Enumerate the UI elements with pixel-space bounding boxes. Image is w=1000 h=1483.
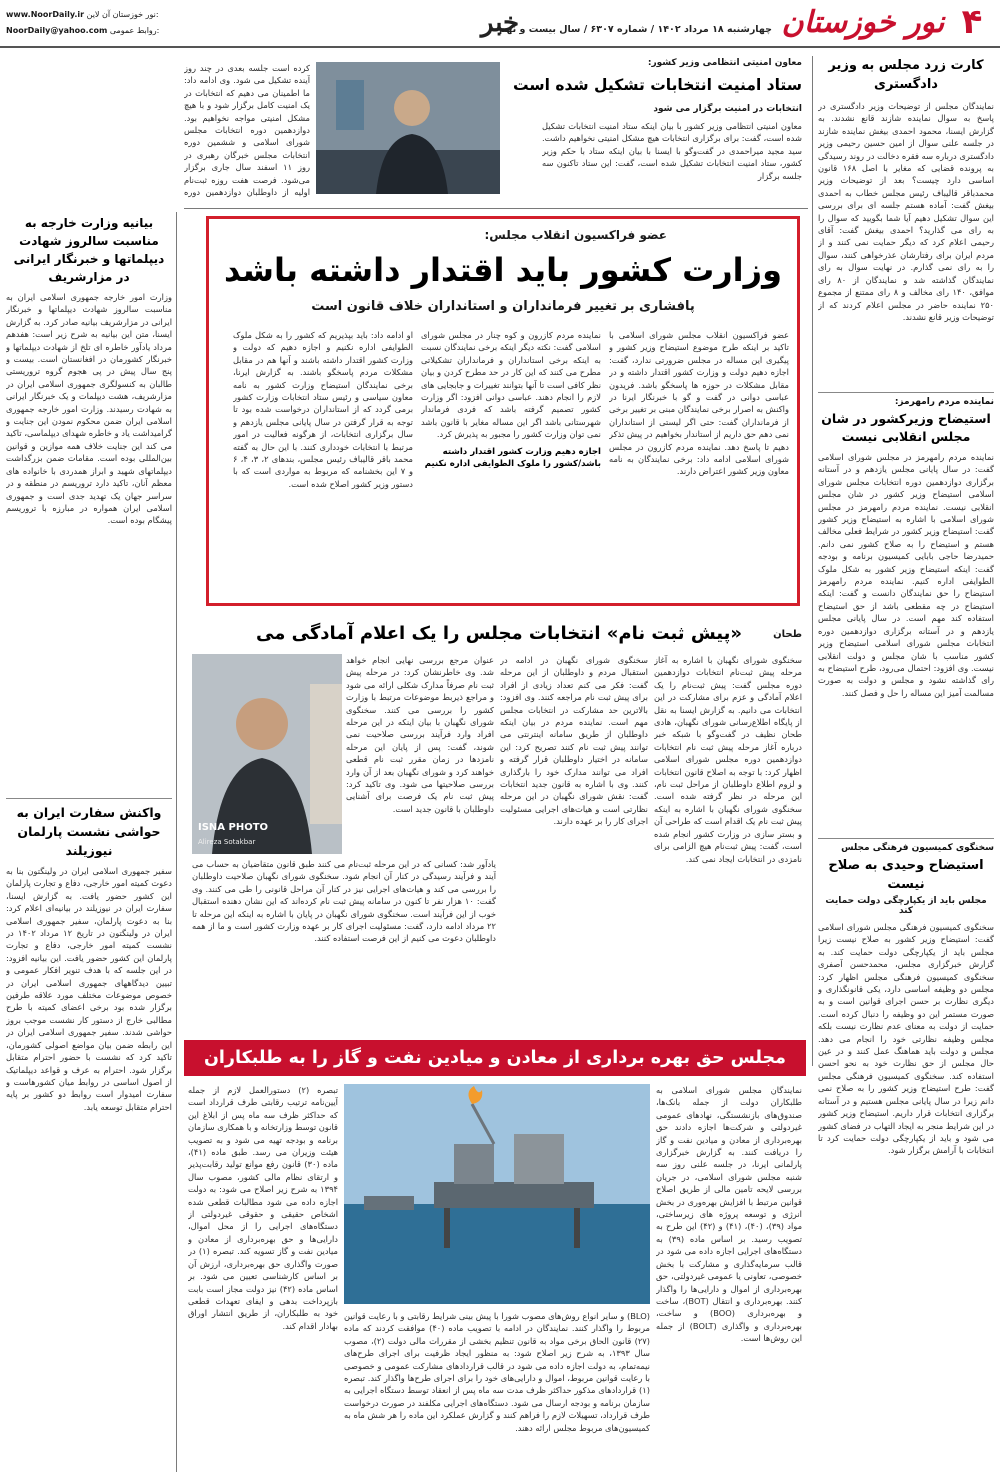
story-feature-kicker: عضو فراکسیون انقلاب مجلس: [484,228,667,242]
story-security-body-right: معاون امنیتی انتظامی وزیر کشور با بیان اینکه ستاد امنیت انتخابات تشکیل شده است، گفت: برای برگزاری انتخابات هیچ مشکل امنیتی نخواهیم داشت. سید مجید میراحمدی در گفت‌وگو با ایسنا با بیان اینکه ستاد با حکم وزیر کشور، ستاد امنیت انتخابات تشکیل شده است، گفت: این ستاد تاکنون سه جلسه برگزار [542,121,802,181]
story-oil-banner [184,1040,806,1076]
divider-under-security [184,208,808,209]
story-impeach [818,838,994,1438]
story-security-subhead: انتخابات در امنیت برگزار می شود [653,104,802,114]
nazif-photo [192,654,342,854]
story-oil-col2: تبصره (۲) دستورالعمل لازم از جمله آیین‌نامه ترتیب رقابتی طرف قرارداد است که حداکثر ظرف سه ماه پس از ابلاغ این قانون توسط وزارتخانه و با همکاری سازمان برنامه و بودجه تهیه می شود و به تصویب هیئت وزیران می رسد. طبق ماده (۴۱)، ماده (۳۰) قانون رفع موانع تولید رقابت‌پذیر و ارتقای نظام مالی کشور، مصوب سال ۱۳۹۴ به شرح زیر اصلاح می شود: به دولت اجازه داده می شود مطالبات قطعی شده اشخاص حقیقی و حقوقی غیردولتی از دستگاه‌های اجرایی را از محل اموال، دارایی‌ها و حق بهره‌برداری از معادن و میادین نفت و گاز تسویه کند. تبصره (۱) در صورت واگذاری حق بهره‌برداری، ارزش آن بر اساس کارشناسی تعیین می شود. بر اساس ماده (۴۲) نیز دولت مجاز است بابت بازپرداخت بدهی و ایفای تعهدات قطعی خود به طلبکاران، از طریق انتشار اوراق بهادار اقدام کند. [188,1085,338,1331]
story-embassy-statement-headline: بیانیه وزارت خارجه به مناسبت سالروز شهادت دیپلماتها و خبرنگار ایرانی در مزارشریف [13,216,165,284]
story-embassy-reaction-headline: واکنش سفارت ایران به حواشی نشست پارلمان نیوزیلند [16,805,162,858]
story-embassy-reaction [6,798,172,1468]
email-label-fa: روابط عمومی: [109,26,160,35]
story-impeach-body: سخنگوی کمیسیون فرهنگی مجلس شورای اسلامی گفت: استیضاح وزیر کشور به صلاح نیست زیرا مجلس باید از یکپارچگی دولت حمایت کند. به گزارش خبرگزاری مجلس، محمدحسن آصفری سخنگوی کمیسیون فرهنگی مجلس اظهار کرد: مجلس دو وظیفه اساسی دارد، یکی قانونگذاری و دیگری نظارت بر حسن اجرای قوانین است و به صورت مستمر این دو وظیفه را دنبال کرده است. حمایت از دولت به معنای عدم نظارت نیست بلکه مجلس وظیفه نظارتی خود را انجام می دهد. مجلس و دولت باید هماهنگ عمل کنند و در عین حال مجلس از حق نظارت خود به نحو احسن استفاده کند. سخنگوی کمیسیون فرهنگی مجلس گفت: طرح استیضاح وزیر کشور را به صلاح نمی دانم زیرا در سال پایانی مجلس هستیم و در آستانه برگزاری انتخابات قرار داریم. استیضاح وزیر کشور در این شرایط منجر به ایجاد التهاب در فضای کشور می شود و باید از یکپارچگی دولت حمایت کرد تا انتخابات با آرامش برگزار شود. [818,922,994,1156]
story-karat [818,56,994,386]
story-impeach-headline: استیضاح وحیدی به صلاح نیست [828,858,984,892]
story-security-kicker: معاون امنیتی انتظامی وزیر کشور: [647,58,802,68]
story-feature-headline: وزارت کشور باید اقتدار داشته باشد [224,251,782,289]
column-divider-right [812,56,813,1066]
story-feature-col2-wrap [421,329,601,599]
story-oil-col1: نمایندگان مجلس شورای اسلامی به طلبکاران دولت از جمله بانک‌ها، صندوق‌های بازنشستگی، نهادهای عمومی غیردولتی و شرکت‌ها اجازه دادند حق بهره‌برداری از معادن و میادین نفت و گاز را دریافت کنند. به گزارش خبرگزاری پارلمانی ایرنا، در جلسه علنی روز سه شنبه مجلس شورای اسلامی، در جریان بررسی لایحه تامین مالی از طریق اصلاح قوانین مرتبط با افزایش بهره‌وری در بخش انرژی و توسعه پروژه های زیرساختی، مواد (۳۹)، (۴۰)، (۴۱) و (۴۲) این طرح به تصویب رسید. بر اساس ماده (۳۹) به دستگاه‌های اجرایی اجازه داده می شود در قالب سرمایه‌گذاری و مشارکت با بخش خصوصی، تعاونی یا عمومی غیردولتی، حق بهره‌برداری از اموال و دارایی‌ها را واگذار کنند. بهره‌برداری و انتقال (BOT)، ساخت و بهره‌برداری (BOO) و ساخت، بهره‌برداری و واگذاری (BOLT) از جمله این روش‌ها است. [656,1085,802,1344]
story-registration-col2: سخنگوی شورای نگهبان در ادامه در استقبال مردم و داوطلبان از این مرحله گفت: فکر می کنم تعداد زیادی از افراد برای پیش ثبت نام مراجعه کنند. وی افزود: بالاترین حد مشارکت در انتخابات مجلس مهم است. نماینده مردم در بیان اینکه داوطلبان از طریق سامانه اینترنتی می توانند پیش ثبت نام کنند تصریح کرد: این سامانه در اختیار داوطلبان قرار گرفته و افراد می توانند مدارک خود را بارگذاری کنند. وی با اشاره به قانون جدید انتخابات گفت: نقش شورای نگهبان در این مرحله نظارتی است و هیات‌های اجرایی مسئولیت اجرای کار را بر عهده دارند. [500,655,648,827]
story-resign-headline: استیضاح وزیرکشور در شان مجلس انقلابی نیست [821,411,991,444]
site-url[interactable]: www.NoorDaily.ir [6,10,85,19]
story-feature-subhead: پافشاری بر تغییر فرمانداران و استانداران خلاف قانون است [311,299,695,314]
story-resign-body: نماینده مردم رامهرمز در مجلس شورای اسلامی گفت: در سال پایانی مجلس یازدهم و در آستانه برگزاری دوازدهمین دوره انتخابات مجلس شورای اسلامی استیضاح وزیر کشور در شان مجلس انقلابی نیست. نماینده مردم رامهرمز در مجلس شورای اسلامی با اشاره به استیضاح وزیر کشور گفت: استیضاح وزیر کشور در شرایط فعلی مخالف هستم و استیضاح را به صلاح کشور نمی دانم. حمیدرضا حاجی بابایی کمیسیون برنامه و بودجه گفت: اینکه استیضاح وزیر کشور به شکل ملوک الطوایفی اداره کنیم. نماینده مردم رامهرمز استیضاح را حق نمایندگان دانست و گفت: اینکه استیضاح در چه مقطعی باشد از حق استیضاح استفاده کند مهم است. در سال پایانی مجلس یازدهم و در آستانه برگزاری دوازدهمین دوره انتخابات مجلس شورای اسلامی استیضاح وزیر کشور مناسب با شان مجلس و دولت انقلابی نیست. وی افزود: احتمال می‌رود، طرح استیضاح به رای گذاشته نشود و مجلس و دولت به صورت مسالمت آمیز این مساله را حل و فصل کنند. [818,452,994,698]
site-label-fa: نور خوزستان آن لاین: [86,10,159,19]
story-registration [184,618,806,1038]
brand-logo: نور خوزستان [781,5,945,40]
story-resign-kicker: نماینده مردم رامهرمز: [894,397,994,407]
story-karat-headline: کارت زرد مجلس به وزیر دادگستری [828,58,984,92]
column-divider-left [176,212,177,1472]
story-karat-body: نمایندگان مجلس از توضیحات وزیر دادگستری در پاسخ به سوال نماینده شازند قانع نشدند. به گزارش ایسنا، محمود احمدی بیغش نماینده شازند در جلسه علنی سوال از امین حسین رحیمی وزیر دادگستری درباره سه فقره دخالت در روند رسیدگی به پرونده قضایی که مغایر با اصل ۱۶۸ قانون اساسی دارد چیست؟ بعد از توضیحات وزیر محمدباقر قالیباف رئیس مجلس خطاب به احمدی بیغش گفت: آماده هستم جلسه ای برای بررسی این سوال تشکیل دهیم آیا شما بگویید که سوال را به رای می گذارید؟ احمدی بیغش گفت: آقای رحیمی اعلام کرد که دیگر حمایت نمی کنند و از مردم ایران برای رفتارشان عذرخواهی کنند، سوال را به رای نمی گذارم. در نهایت سوال به رای نمایندگان گذاشته شد و نمایندگان از ۸۰ رای موافق، ۱۴۰ رای مخالف و ۸ رای ممتنع از مجموع ۲۵۰ نماینده حاضر در مجلس اعلام کردند که از توضیحات وزیر قانع نشدند. [818,101,994,322]
person-silhouette-icon [316,62,500,194]
story-embassy-reaction-body: سفیر جمهوری اسلامی ایران در ولینگتون بنا به دعوت کمیته امور خارجی، دفاع و تجارت پارلمان این کشور حضور یافت. به گزارش ایسنا، سفارت ایران در نیوزیلند در بیانیه‌ای اعلام کرد: بنا به دعوت پارلمان، سفیر جمهوری اسلامی ایران در ولینگتون در تاریخ ۱۲ مرداد ۱۴۰۲ در نشست کمیته امور خارجی، دفاع و تجارت پارلمان این کشور حضور یافت. این بیانیه افزود: در این جلسه که با هدف تنویر افکار عمومی و تبیین دیدگاههای جمهوری اسلامی ایران در خصوص موضوعات مختلف مورد علاقه طرفین برگزار شده بود برخی اعضای کمیته با طرح مطالبی خارج از دستور کار نشست موجب بروز حواشی شدند. سفیر جمهوری اسلامی ایران در این رابطه ضمن بیان مواضع اصولی کشورمان، تاکید کرد که نشست با حضور احترام متقابل برگزار شود. احترام به عرف و قواعد دیپلماتیک از اصول اساسی در روابط میان کشورهاست و سفارت امیدوار است روابط دو کشور بر پایه احترام متقابل توسعه یابد. [6,866,172,1112]
email-address[interactable]: NoorDaily@yahoo.com [6,26,108,35]
story-feature-col1: عضو فراکسیون انقلاب مجلس شورای اسلامی با تاکید بر اینکه طرح موضوع استیضاح وزیر کشور و پیگیری این مساله در مجلس ضرورتی ندارد، گفت: اجازه دهیم دولت و وزارت کشور اقتدار داشته و در مقابل مشکلات در حوزه ها پاسخگو باشد. فریدون عباسی دوانی در گفت و گو با خبرنگار ایرنا در واکنش به اصرار برخی نمایندگان مبنی بر تغییر برخی از فرمانداران گفت: حتی اگر لیستی از استانداران نمی دهم حق داریم از استاندار بخواهیم در پیش تذکر دهیم تا پاسخ دهد. نماینده مردم کازرون در مجلس شورای اسلامی ادامه داد: برخی نمایندگان به نامه معاون وزیر کشور اعتراض دارند. [609,330,789,477]
story-registration-col1: سخنگوی شورای نگهبان با اشاره به آغاز مرحله پیش ثبت‌نام انتخابات دوازدهمین دوره مجلس گفت: پیش ثبت‌نام را یک اعلام آمادگی و عزم برای مشارکت در این انتخابات می دانیم. به گزارش ایسنا به نقل از پایگاه اطلاع‌رسانی شورای نگهبان، هادی طحان نظیف در گفت‌وگو با شبکه خبر درباره آغاز مرحله پیش ثبت نام انتخابات دوازدهمین دوره مجلس شورای اسلامی اظهار کرد: با توجه به اصلاح قانون انتخابات و لزوم اطلاع داوطلبان از مراحل ثبت نام، این مرحله در نظر گرفته شده است. سخنگوی شورای نگهبان با اشاره به اینکه پیش ثبت نام یک اقدام است که طراحی آن و بستر سازی در وزارت کشور انجام شده است، گفت: پیش ثبت‌نام هیچ الزامی برای نامزدی در انتخابات ایجاد نمی کند. [654,655,802,864]
story-feature [206,216,800,606]
story-oil-headline: مجلس حق بهره برداری از معادن و میادین نفت و گاز را به طلبکاران [204,1048,786,1068]
page-number: ۴ [961,2,983,42]
email-line [6,24,206,38]
oil-photo [344,1084,650,1304]
story-embassy-statement [6,214,172,794]
story-security-body-left: کرده است جلسه بعدی در چند روز آینده تشکیل می شود. وی ادامه داد: ما اطمینان می دهیم که انتخابات در یک امنیت کامل برگزار شود و با هیچ مشکل امنیتی مواجه نخواهیم بود. دوازدهمین دوره انتخابات مجلس شورای اسلامی و ششمین دوره انتخابات مجلس خبرگان رهبری در روز ۱۱ اسفند سال جاری برگزار می‌شود. فرصت هفت روزه ثبت‌نام اولیه از داوطلبان دوازدهمین دوره [184,63,310,198]
story-feature-col3: او ادامه داد: باید بپذیریم که کشور را به شکل ملوک الطوایفی اداره نکنیم و اجازه دهیم که دولت و وزارت کشور اقتدار داشته باشند و آنها هم در مقابل مشکلات مردم پاسخگو باشند. به گزارش ایرنا، برخی نمایندگان استیضاح وزارت کشور به نامه معاون سیاسی و رئیس ستاد انتخابات وزارت کشور برمی گردد که از استانداران درخواست شده بود تا توجه به قرار گرفتن در سال پایانی مجلس یازدهم و سال برگزاری انتخابات، از هرگونه فعالیت در امور مرتبط با انتخابات خودداری کنند. با این حال به گفته محمد باقر قالیباف رئیس مجلس، بندهای ۲، ۳، ۴، ۶ و ۷ این بخشنامه که مربوط به مواردی است که با دستور وزیر کشور اصلاح شده است. [233,330,413,489]
story-impeach-kicker: سخنگوی کمیسیون فرهنگی مجلس [841,843,994,853]
section-label: خبر [480,8,520,38]
story-embassy-statement-body: وزارت امور خارجه جمهوری اسلامی ایران به مناسبت سالروز شهادت دیپلماتها و خبرنگار ایرانی در مزارشریف بیانیه صادر کرد. به گزارش ایسنا، متن این بیانیه به شرح زیر است: هفدهم مرداد یادآور خاطره ای تلخ از شهادت دیپلماتها و خبرنگار کشورمان در افغانستان است. بیست و پنج سال پیش در پی هجوم گروه تروریستی طالبان به کنسولگری جمهوری اسلامی ایران در مزارشریف، هشت دیپلمات و یک خبرنگار ایرانی به شهادت رسیدند. وزارت امور خارجه جمهوری اسلامی ایران ضمن محکوم نمودن این جنایت و گرامیداشت یاد و خاطره شهدای دیپلماسی، تاکید می کند این جنایت خلاف همه موازین و قوانین بین‌المللی بوده است. مقامات ضمن بزرگداشت دیپلماتهای شهید و ابراز همدردی با خانواده های معظم آنان، تاکید دارد تروریسم در منطقه و در سراسر جهان یک تهدید جدی است و جمهوری اسلامی ایران همواره در مبارزه با تروریسم پیشگام بوده است. [6,292,172,526]
oil-platform-icon [344,1084,650,1304]
story-feature-col2: نماینده مردم کازرون و کوه چنار در مجلس شورای اسلامی گفت: نکته دیگر اینکه برخی نمایندگان نسبت به اینکه برخی استانداران و فرمانداران تشکیلاتی مطرح می کنند که این کار در حد مطرح کردن و بیان نظر کافی است تا آنها بتوانند تغییرات و جابجایی های لازم را انجام دهند. عباسی دوانی افزود: اگر وزارت کشور تصمیم گرفته باشد که فردی فرماندار شهرستانی باشد اگر این مساله مغایر با قانون باشد نمی توان وزارت کشور را مجبور به پذیرش کرد. [421,330,601,440]
story-registration-col3: عنوان مرجع بررسی نهایی انجام خواهد شد. وی خاطرنشان کرد: در مرحله پیش ثبت نام صرفاً مدارک شکلی ارائه می شود و مراجع ذیربط موضوعات مرتبط با وزارت کشور را بررسی می کنند. سخنگوی شورای نگهبان با بیان اینکه در این مرحله افراد وارد فرآیند بررسی صلاحیت نمی شوند، گفت: پس از پایان این مرحله نامزدها در زمان مقرر ثبت نام قطعی خواهند کرد و شورای نگهبان بعد از آن وارد بررسی صلاحیتها می شود. وی تاکید کرد: پیش ثبت نام یک فرصت برای آشنایی داوطلبان با قانون جدید است. [346,655,494,814]
story-oil-col3: (BLO) و سایر انواع روش‌های مصوب شورا با پیش بینی شرایط رقابتی و با رعایت قوانین مربوط را واگذار کنند. نمایندگان در ادامه با تصویب ماده (۴۰) موافقت کردند که ماده (۲۷) قانون الحاق برخی مواد به قانون تنظیم بخشی از مقررات مالی دولت (۲)، مصوب سال ۱۳۹۳، به شرح زیر اصلاح شود: به منظور ایجاد ظرفیت برای اجرای طرح‌های نیمه‌تمام، به دولت اجازه داده می شود در قالب قراردادهای مشارکت عمومی و خصوصی با رعایت قوانین مربوط، اموال و دارایی‌های خود را برای اجرای طرح‌ها واگذار کند. تبصره (۱) قراردادهای مذکور حداکثر ظرف مدت سه ماه پس از انعقاد توسط دستگاه اجرایی به سازمان برنامه و بودجه ارسال می شود. دستگاه‌های اجرایی مکلفند در صورت درخواست طرف قرارداد، تسهیلات لازم را فراهم کنند و گزارش عملکرد این ماده را هر شش ماه به کمیسیون‌های مربوط مجلس ارائه دهند. [344,1311,650,1433]
story-registration-kicker: طحان [773,629,802,640]
photo-credit-sub: Alireza Sotakbar [198,838,256,846]
issue-date: چهارشنبه ۱۸ مرداد ۱۴۰۲ / شماره ۶۳۰۷ / سال بیست و نهم [498,24,772,35]
story-registration-headline: «پیش ثبت نام» انتخابات مجلس را یک اعلام آمادگی می [256,623,742,644]
story-feature-callout: اجازه دهیم وزارت کشور اقتدار داشته باشد/کشور را ملوک الطوایفی اداره نکنیم [424,446,601,470]
story-oil [184,1080,806,1476]
story-resign [818,392,994,832]
security-photo [316,62,500,194]
site-line [6,8,206,22]
story-security-headline: ستاد امنیت انتخابات تشکیل شده است [512,76,802,94]
story-impeach-subhead: مجلس باید از یکپارچگی دولت حمایت کند [825,896,987,916]
story-security [184,56,806,206]
masthead [0,0,1000,48]
story-registration-col4: یادآور شد: کسانی که در این مرحله ثبت‌نام می کنند طبق قانون متقاضیان به حساب می آیند و فرآیند رسیدگی در کنار آن انجام شود. سخنگوی شورای نگهبان صلاحیت داوطلبان را بررسی می کند و هیات‌های اجرایی نیز در کنار آن مراحل قانونی را طی می کنند. وی گفت: ۱۰ هزار نفر تا کنون در سامانه پیش ثبت نام کرده‌اند که این نشان دهنده استقبال خوب از این فرآیند است. سخنگوی شورای نگهبان در پایان با اشاره به اینکه این مرحله تا ۲۲ مرداد ادامه دارد، گفت: مسئولیت اجرای کار بر عهده وزارت کشور است و ما از همه داوطلبان دعوت می کنیم از این فرصت استفاده کنند. [192,859,496,944]
photo-credit: ISNA PHOTO [198,822,269,833]
